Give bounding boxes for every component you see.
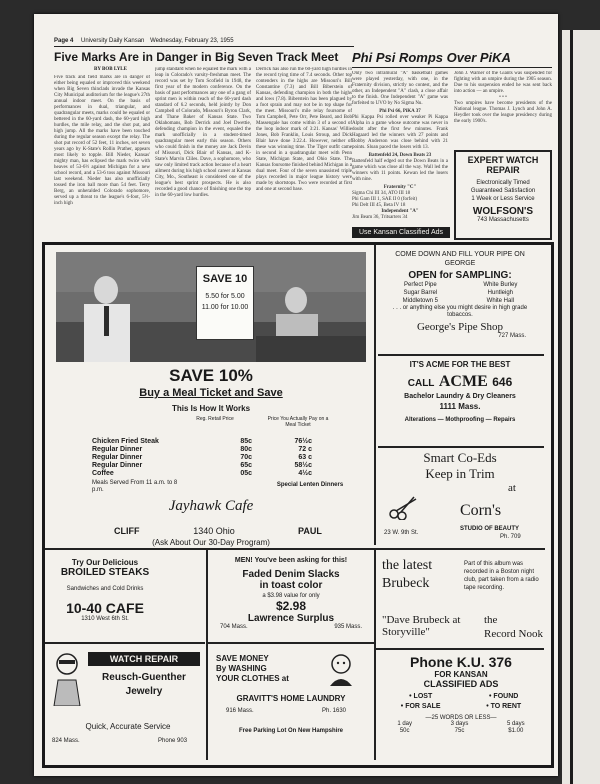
classified-option: • FOUND xyxy=(489,693,519,700)
cliff-name: CLIFF xyxy=(114,526,140,536)
paper-name: University Daily Kansan xyxy=(81,38,145,44)
score1-text: Phi Kappa Psi rolled over weaker Pi Kappa Alpha in a game whose outcome was never in doubt after the first few minutes. Frank Hagaard led the winners with 27 points and Bobby Anderson was close behind with 21 points. Sloan paced the losers with 13. xyxy=(352,115,448,150)
ad-divider xyxy=(45,548,545,550)
brubeck-the: the xyxy=(484,614,498,626)
intramural-rule xyxy=(352,67,552,68)
lenten-special: Special Lenten Dinners xyxy=(276,482,344,488)
independent-title: Independent "A" xyxy=(381,209,419,214)
intramural-headline: Phi Psi Romps Over PiKA xyxy=(352,50,511,65)
classified-rate: 3 days 75c xyxy=(450,721,469,734)
standings-title: Fraternity "C" xyxy=(383,185,417,190)
pipe-list-left: Perfect Pipe Sugar Barrel Middletown 5 xyxy=(402,282,439,304)
pipe-intro: COME DOWN AND FILL YOUR PIPE ON GEORGE xyxy=(395,251,525,267)
record-nook-name: Record Nook xyxy=(484,628,543,640)
corns-l1: Smart Co-Eds xyxy=(423,450,497,465)
newspaper-page xyxy=(34,14,558,776)
surplus-name: Lawrence Surplus xyxy=(247,613,335,624)
intramural-col1 xyxy=(352,71,448,241)
corns-studio: STUDIO OF BEAUTY xyxy=(460,526,520,532)
acme-call: CALL xyxy=(407,378,435,389)
pipe-shop-name: George's Pipe Shop xyxy=(416,321,504,333)
standings-line: Phi Delt III 45, Beta IV 18 xyxy=(352,203,406,208)
classified-words: —25 WORDS OR LESS— xyxy=(425,715,497,721)
slacks-l2: Faded Denim Slacks xyxy=(242,569,340,580)
price-row: Coffee 05c 4½c xyxy=(92,470,312,477)
ad-corns-beauty xyxy=(380,450,540,546)
gravitt-l1: SAVE MONEY xyxy=(216,654,269,663)
price-row: Regular Dinner 65c 58½c xyxy=(92,462,312,469)
independent-line: Jim Beam 36, Tritsarters 34 xyxy=(352,215,408,220)
byline: BY BOB LYLE xyxy=(94,67,127,72)
watch-ad-line: Guaranteed Satisfaction xyxy=(470,188,536,194)
ten-forty-address: 1310 West 6th St. xyxy=(81,616,129,622)
steak-l2: BROILED STEAKS xyxy=(60,567,150,578)
steak-l1: Try Our Delicious xyxy=(71,558,139,567)
cafe-photo xyxy=(56,252,366,362)
ad-acme-laundry xyxy=(380,360,540,444)
ad-divider xyxy=(208,642,374,644)
ad-kansan-classified xyxy=(378,652,544,756)
gravitt-name: GRAVITT'S HOME LAUNDRY xyxy=(236,694,346,703)
track-story-col2: jump standard when he equaled the mark with a leap in Colorado's varsity-freshman meet. The record was set by Tom Scofield in 1948, the first year of the modern conference. On the basis of past performances any one of a gang of sprint men is within reach of the 60-yard dash standard of 6.2 seconds, held jointly by Don Campbell of Colorado, Missouri's Byron Clark, and Thane Baker of Kansas State. Two Oklahomans, Bob Derrick and Joel Dwettie, defending champion in the event, equaled the mark unofficially in a student-timed quadrangular meet early this season. Others who could finish in the money are Jack Devin of Missouri, Dick Blair of Kansas, and K-State's Marvin Cliles. Dave, a sophomore, who saw only limited track action because of a heart ailment during his high school career at Kansas City, Mo., Southeast is considered one of the league's best sprint prospects. He is also recorded a good chance of finishing one the top in the 60-yard low hurdles. xyxy=(155,67,251,198)
gravitt-l2: By WASHING xyxy=(216,664,267,673)
brubeck-l1: the latest xyxy=(382,558,433,573)
ad-expert-watch xyxy=(454,150,552,240)
meal-ticket-sub: Buy a Meal Ticket and Save xyxy=(139,387,283,399)
gravitt-phone: Ph. 1630 xyxy=(322,708,347,714)
corns-phone: Ph. 709 xyxy=(500,534,521,540)
ad-column-divider xyxy=(206,550,208,760)
pipe-shop-address: 727 Mass. xyxy=(498,333,526,339)
score1-title: Phi Psi 66, PiKA 37 xyxy=(379,109,421,114)
header-rule xyxy=(54,46,354,47)
slacks-l3: in toast color xyxy=(259,580,323,591)
page-edge-line xyxy=(570,30,573,784)
ad-divider xyxy=(378,446,544,448)
classified-phone: Phone K.U. 376 xyxy=(410,654,512,670)
reusch-name1: Reusch-Guenther xyxy=(102,672,186,683)
wolfsons-address: 743 Massachusetts xyxy=(477,217,529,223)
classified-option: • TO RENT xyxy=(486,703,522,710)
reusch-name2: Jewelry xyxy=(125,686,163,697)
corns-l2: Keep in Trim xyxy=(425,466,495,481)
ad-divider xyxy=(45,642,205,644)
classified-rate: 5 days $1.00 xyxy=(506,721,525,734)
ad-gravitts-laundry xyxy=(210,646,372,754)
ad-georges-pipe xyxy=(380,250,540,350)
gravitt-address: 916 Mass. xyxy=(226,708,254,714)
classified-cta: Use Kansan Classified Ads xyxy=(352,227,450,238)
ad-divider xyxy=(376,648,544,650)
adjacent-page-strip xyxy=(562,30,600,784)
brubeck-album: "Dave Brubeck at Storyville" xyxy=(382,614,461,638)
umpire-note-1: John J. Warner of the Giants was suspended for fighting with an umpire during the 1905 season. Due to his suspension ended he was sent back into action — an umpire. xyxy=(454,71,552,94)
surplus-addr2: 935 Mass. xyxy=(334,624,362,630)
price-row: Regular Dinner 70c 63 c xyxy=(92,454,312,461)
price-row: Regular Dinner 80c 72 c xyxy=(92,446,312,453)
price-table xyxy=(92,438,352,478)
corns-name: Corn's xyxy=(460,502,502,519)
photo-sign-bottom: 5.50 for 5.00 11.00 for 10.00 xyxy=(201,293,249,311)
reusch-phone: Phone 903 xyxy=(158,738,188,744)
brubeck-blurb: Part of this album was recorded in a Boston night club, part taken from a radio tape recording. xyxy=(464,561,539,591)
issue-date: Wednesday, February 23, 1955 xyxy=(150,38,234,44)
score2-text: Battenfeld half edged out the Down Beats in a game which was close all the way. Wall led the winners with 11 points. Kewan led the losers with nine. xyxy=(352,159,448,182)
corns-address: 23 W. 9th St. xyxy=(384,530,419,536)
watch-ad-title: EXPERT WATCH REPAIR xyxy=(467,155,539,175)
brubeck-l2: Brubeck xyxy=(382,576,430,591)
acme-brand: ACME xyxy=(438,373,488,390)
reusch-top: WATCH REPAIR xyxy=(88,652,200,666)
acme-line: Bachelor Laundry & Dry Cleaners xyxy=(404,393,516,400)
reusch-address: 824 Mass. xyxy=(52,738,80,744)
jayhawk-tagline: (Ask About Our 30-Day Program) xyxy=(152,538,270,547)
ad-record-nook xyxy=(378,554,544,646)
pipe-list-right: White Burley Huntleigh White Hall xyxy=(483,282,518,304)
acme-top: IT'S ACME FOR THE BEST xyxy=(409,360,511,369)
track-story-col1: Five track and field marks are in danger of either being equaled or improved this weekend when Big Seven thinclads invade the Kansas City Municipal auditorium for the league's 27th annual indoor meet. On the basis of performances in dual, triangular, and quadrangular meets, marks could be equaled or bettered in the 60-yard dash, the 60-yard high hurdles, the mile relay, and the shot put, and high jump. All the marks have been touched during the regular season except the relay. The shot put record of 52 feet, 11 inches, set seven years ago by K-State's Rollin Prather, appears most likely to topple. Bill Nieder, Kansas' mighty man, has eclipsed the mark twice with heaves of 53-6½ against Michigan for a new school record, and a 53-6 toss against Missouri last weekend. Nieder has also unofficially tossed the iron ball more than 54 feet. Terry Berg, an unheralded Colorado sophomore, served up a threat to the league's 6-foot, 5½-inch high xyxy=(54,75,150,206)
watch-ad-line: 1 Week or Less Service xyxy=(471,196,535,202)
classified-rate: 1 day 50c xyxy=(397,721,412,734)
price-row: Chicken Fried Steak 85c 76½c xyxy=(92,438,312,445)
ad-divider xyxy=(378,354,544,356)
steak-l3: Sandwiches and Cold Drinks xyxy=(66,586,144,592)
pipe-note: . . . or anything else you might desire in high grade tobaccos. xyxy=(392,305,528,318)
acme-address: 1111 Mass. xyxy=(439,402,481,411)
slacks-price: $2.98 xyxy=(275,599,307,613)
meal-hours: Meals Served From 11 a.m. to 8 p.m. xyxy=(92,480,178,493)
how-it-works: This Is How It Works xyxy=(171,404,251,413)
surplus-addr1: 704 Mass. xyxy=(220,624,248,630)
ad-10-40-cafe xyxy=(48,554,162,638)
track-headline: Five Marks Are in Danger in Big Seven Track Meet xyxy=(54,50,339,64)
slacks-l4: a $3.98 value for only xyxy=(262,593,320,599)
watch-ad-line: Electronically Timed xyxy=(476,180,530,186)
ad-lawrence-surplus xyxy=(210,554,372,640)
scissors-icon xyxy=(388,496,418,520)
col-head-pay: Price You Actually Pay on a Meal Ticket xyxy=(267,416,329,428)
ad-column-divider xyxy=(374,245,376,545)
jayhawk-logo: Jayhawk Cafe xyxy=(168,498,254,514)
standings-line: Phi Gam III 1, SAE II 0 (forfeit) xyxy=(352,197,417,202)
classified-title: CLASSIFIED ADS xyxy=(423,679,499,689)
classified-option: • FOR SALE xyxy=(400,703,441,710)
page-number: Page 4 xyxy=(54,38,74,44)
umpire-note-2: Two umpires have become presidents of the National league. Thomas J. Lynch and John A. Heydler took over the league presidency during the early 1900's. xyxy=(454,101,552,124)
photo-sign xyxy=(196,266,254,340)
classified-for: FOR KANSAN xyxy=(434,670,488,679)
standings-line: Sigma Chi III 34, ATO III 18 xyxy=(352,191,411,196)
slacks-l1: MEN! You've been asking for this! xyxy=(234,557,348,564)
acme-phone: 646 xyxy=(492,375,513,389)
classified-option: • LOST xyxy=(409,693,433,700)
watchmaker-icon xyxy=(50,650,84,706)
ad-reusch-guenther xyxy=(48,646,206,754)
pipe-open: OPEN for SAMPLING: xyxy=(408,270,512,281)
save-10-headline: SAVE 10% xyxy=(169,366,253,385)
gravitt-parking: Free Parking Lot On New Hampshire xyxy=(238,728,344,734)
page-header xyxy=(54,38,374,44)
jayhawk-address: 1340 Ohio xyxy=(193,526,235,536)
col-head-reg: Reg. Retail Price xyxy=(196,416,234,422)
photo-sign-top: SAVE 10 xyxy=(202,273,248,285)
corns-at: at xyxy=(508,482,516,494)
wolfsons-name: WOLFSON'S xyxy=(472,206,534,217)
paul-name: PAUL xyxy=(298,526,322,536)
score2-title: Battenfeld 24, Down Beats 23 xyxy=(368,153,432,158)
gravitt-l3: YOUR CLOTHES at xyxy=(216,674,289,683)
intramural-col2: John J. Warner of the Giants was suspended for fighting with an umpire during the 1905 season. Due to his suspension ended he was sent back into action — an umpire. • • • Two umpires have become presidents of the National league. Thomas J. Lynch and John A. Heydler took over the league presidency during the early 1900's. xyxy=(454,71,552,124)
intramural-intro: Only two intramural "A" basketball games were played yesterday, with one, in the Fraternity division, strictly no contest, and the other, an Independent "A" clash, a close affair to the finish. One Independent "A" game was forfeited to UVO by No Sigma Nu. xyxy=(352,71,448,106)
ad-column-divider xyxy=(374,550,376,760)
acme-services: Alterations — Mothproofing — Repairs xyxy=(404,417,516,423)
reusch-line: Quick, Accurate Service xyxy=(85,722,171,731)
track-story-col3: Derrick has also run the 60-yard high hurdles in the record tying time of 7.4 seconds. Other top contenders in the highs are Missouri's Bill Constantine (7.3) and Bill Biberstein of Kansas, defending champion in both the highs and lows (7.8). Biberstein has been plagued by a foot sprain and may not be in top shape for the meet. Missouri's mile relay foursome of Tom Campbell, Pete Orr, Pete Beard, and Bob Massengale has come within 3 of a second of the loop indoor mark of 3:21. Kansas' Willie Jones, Bob Franklin, Louis Stroup, and Dick Blair have done 3:22.4. However, neither of these was winning time. The Tiger outfit came in second in a quadrangular meet with Penn State, Michigan State, and Ohio State. The Kansas foursome finished behind Michigan in a dual meet. Four of the seven unassisted triple plays recorded in major league history were made by shortstops. Two were recorded at first and one at second base. xyxy=(256,67,352,192)
ten-forty-name: 10-40 CAFE xyxy=(66,600,144,616)
laundry-figure-icon xyxy=(324,652,358,686)
